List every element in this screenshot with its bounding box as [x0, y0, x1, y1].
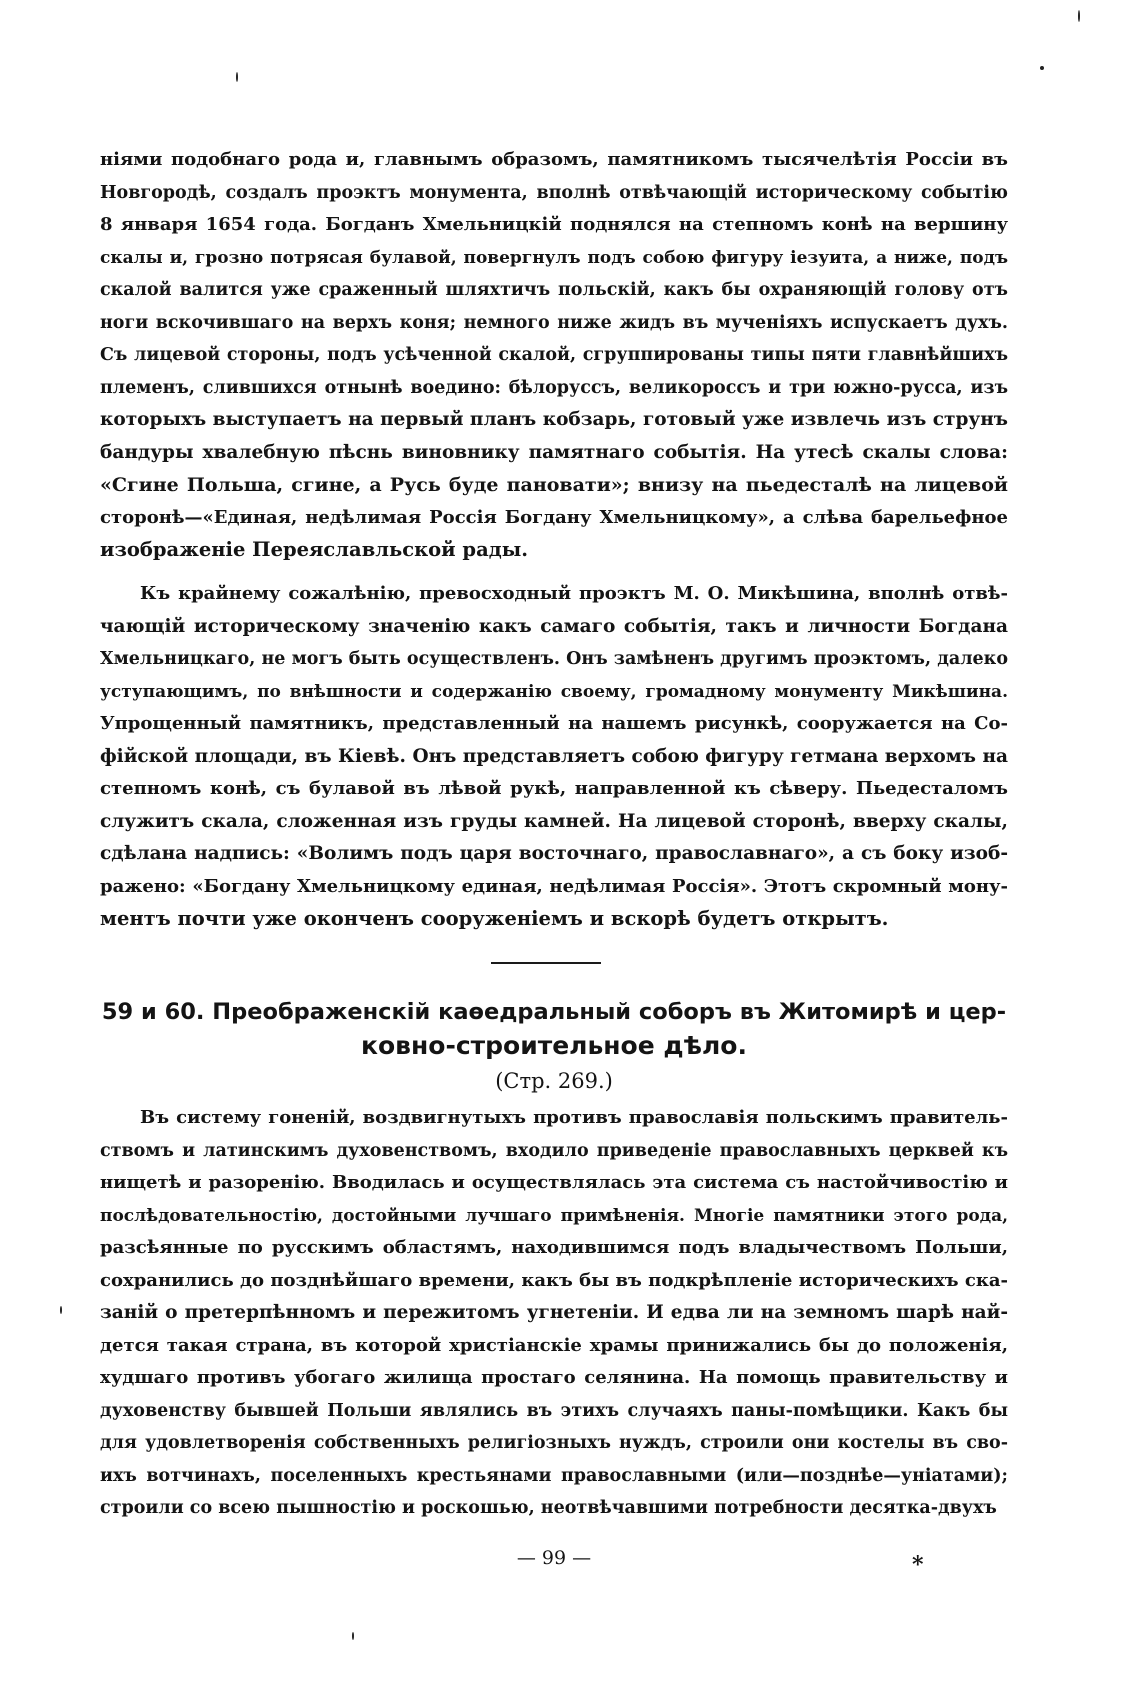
- text-line: Въ систему гоненій, воздвигнутыхъ противъ православія польскимъ правитель-: [140, 1107, 1008, 1128]
- text-line: для удовлетворенія собственныхъ религіозныхъ нуждъ, строили они костелы въ сво-: [100, 1433, 1008, 1453]
- paragraph-monument-project: [100, 144, 1008, 567]
- text-line: Хмельницкаго, не могъ быть осуществленъ. Онъ замѣненъ другимъ проэктомъ, далеко: [100, 649, 1008, 669]
- text-line: ражено: «Богдану Хмельницкому единая, недѣлимая Россія». Этотъ скромный мону-: [100, 875, 1008, 897]
- page-reference: (Стр. 269.): [495, 1069, 613, 1093]
- text-line: дется такая страна, въ которой христіанскіе храмы принижались бы до положенія,: [100, 1334, 1008, 1356]
- text-line: худшаго противъ убогаго жилища простаго селянина. На помощь правительству и: [100, 1367, 1008, 1388]
- section-divider: [491, 962, 601, 964]
- text-line: ствомъ и латинскимъ духовенствомъ, входило приведеніе православныхъ церквей къ: [100, 1140, 1008, 1161]
- text-line: скалой валится уже сраженный шляхтичъ польскій, какъ бы охраняющій голову отъ: [100, 280, 1008, 300]
- text-line: нищетѣ и разоренію. Вводилась и осуществлялась эта система съ настойчивостію и: [100, 1172, 1008, 1193]
- scan-speck: [1078, 10, 1080, 22]
- text-line: «Сгине Польша, сгине, а Русь буде пановати»; внизу на пьедесталѣ на лицевой: [100, 474, 1008, 496]
- text-line: заній о претерпѣнномъ и пережитомъ угнетеніи. И едва ли на земномъ шарѣ най-: [100, 1302, 1008, 1323]
- section-heading-line-2: ковно-строительное дѣло.: [361, 1031, 747, 1060]
- page-number: — 99 —: [516, 1547, 592, 1569]
- scan-speck: [60, 1306, 62, 1314]
- text-line: служитъ скала, сложенная изъ груды камней. На лицевой сторонѣ, вверху скалы,: [100, 810, 1008, 832]
- text-line: уступающимъ, по внѣшности и содержанію своему, громадному монументу Микѣшина.: [100, 681, 1008, 702]
- text-line: духовенству бывшей Польши являлись въ этихъ случаяхъ паны-помѣщики. Какъ бы: [100, 1400, 1008, 1421]
- scan-speck: [1040, 66, 1044, 70]
- text-line: Упрощенный памятникъ, представленный на нашемъ рисункѣ, сооружается на Со-: [100, 713, 1008, 734]
- text-line: 8 января 1654 года. Богданъ Хмельницкій поднялся на степномъ конѣ на вершину: [100, 214, 1008, 235]
- text-line: скалы и, грозно потрясая булавой, повергнулъ подъ собою фигуру іезуита, а ниже, подъ: [100, 247, 1008, 268]
- text-line: которыхъ выступаетъ на первый планъ кобзарь, готовый уже извлечь изъ струнъ: [100, 409, 1008, 430]
- text-line: племенъ, слившихся отнынѣ воедино: бѣлоруссъ, великороссъ и три южно-русса, изъ: [100, 377, 1008, 398]
- text-line: Съ лицевой стороны, подъ усѣченной скалой, сгруппированы типы пяти главнѣйшихъ: [100, 345, 1008, 365]
- text-line: изображеніе Переяславльской рады.: [100, 538, 529, 561]
- text-line: сдѣлана надпись: «Волимъ подъ царя восточнаго, православнаго», а съ боку изоб-: [100, 843, 1008, 864]
- paragraph-church-persecution: [100, 1102, 1008, 1525]
- scan-speck: [236, 72, 238, 82]
- text-line: сторонѣ—«Единая, недѣлимая Россія Богдану Хмельницкому», а слѣва барельефное: [100, 506, 1008, 528]
- scan-speck: [352, 1632, 354, 1640]
- text-line: Къ крайнему сожалѣнію, превосходный проэктъ М. О. Микѣшина, вполнѣ отвѣ-: [140, 583, 1008, 604]
- section-heading-line-1: 59 и 60. Преображенскій каѳедральный соборъ въ Житомирѣ и цер-: [101, 999, 1007, 1025]
- footer-asterisk: *: [912, 1552, 924, 1578]
- text-line: бандуры хвалебную пѣснь виновнику памятнаго событія. На утесѣ скалы слова:: [100, 441, 1008, 463]
- text-line: строили со всею пышностію и роскошью, неотвѣчавшими потребности десятка-двухъ: [100, 1498, 997, 1518]
- text-line: Новгородѣ, создалъ проэктъ монумента, вполнѣ отвѣчающій историческому событію: [100, 182, 1008, 203]
- paragraph-simplified-monument: [100, 578, 1008, 936]
- text-line: ноги вскочившаго на верхъ коня; немного ниже жидъ въ мученіяхъ испускаетъ духъ.: [100, 312, 1008, 333]
- text-line: степномъ конѣ, съ булавой въ лѣвой рукѣ, направленной къ сѣверу. Пьедесталомъ: [100, 778, 1008, 799]
- text-line: послѣдовательностію, достойными лучшаго примѣненія. Многіе памятники этого рода,: [100, 1205, 1008, 1226]
- text-line: ментъ почти уже оконченъ сооруженіемъ и вскорѣ будетъ открытъ.: [100, 907, 889, 930]
- text-line: сохранились до позднѣйшаго времени, какъ бы въ подкрѣпленіе историческихъ ска-: [100, 1269, 1008, 1291]
- text-line: ихъ вотчинахъ, поселенныхъ крестьянами православными (или—позднѣе—уніатами);: [100, 1465, 1008, 1486]
- text-line: разсѣянные по русскимъ областямъ, находившимся подъ владычествомъ Польши,: [100, 1237, 1008, 1258]
- text-line: фійской площади, въ Кіевѣ. Онъ представляетъ собою фигуру гетмана верхомъ на: [100, 745, 1008, 767]
- text-line: ніями подобнаго рода и, главнымъ образомъ, памятникомъ тысячелѣтія Россіи въ: [100, 149, 1008, 170]
- text-line: чающій историческому значенію какъ самаго событія, такъ и личности Богдана: [100, 615, 1008, 637]
